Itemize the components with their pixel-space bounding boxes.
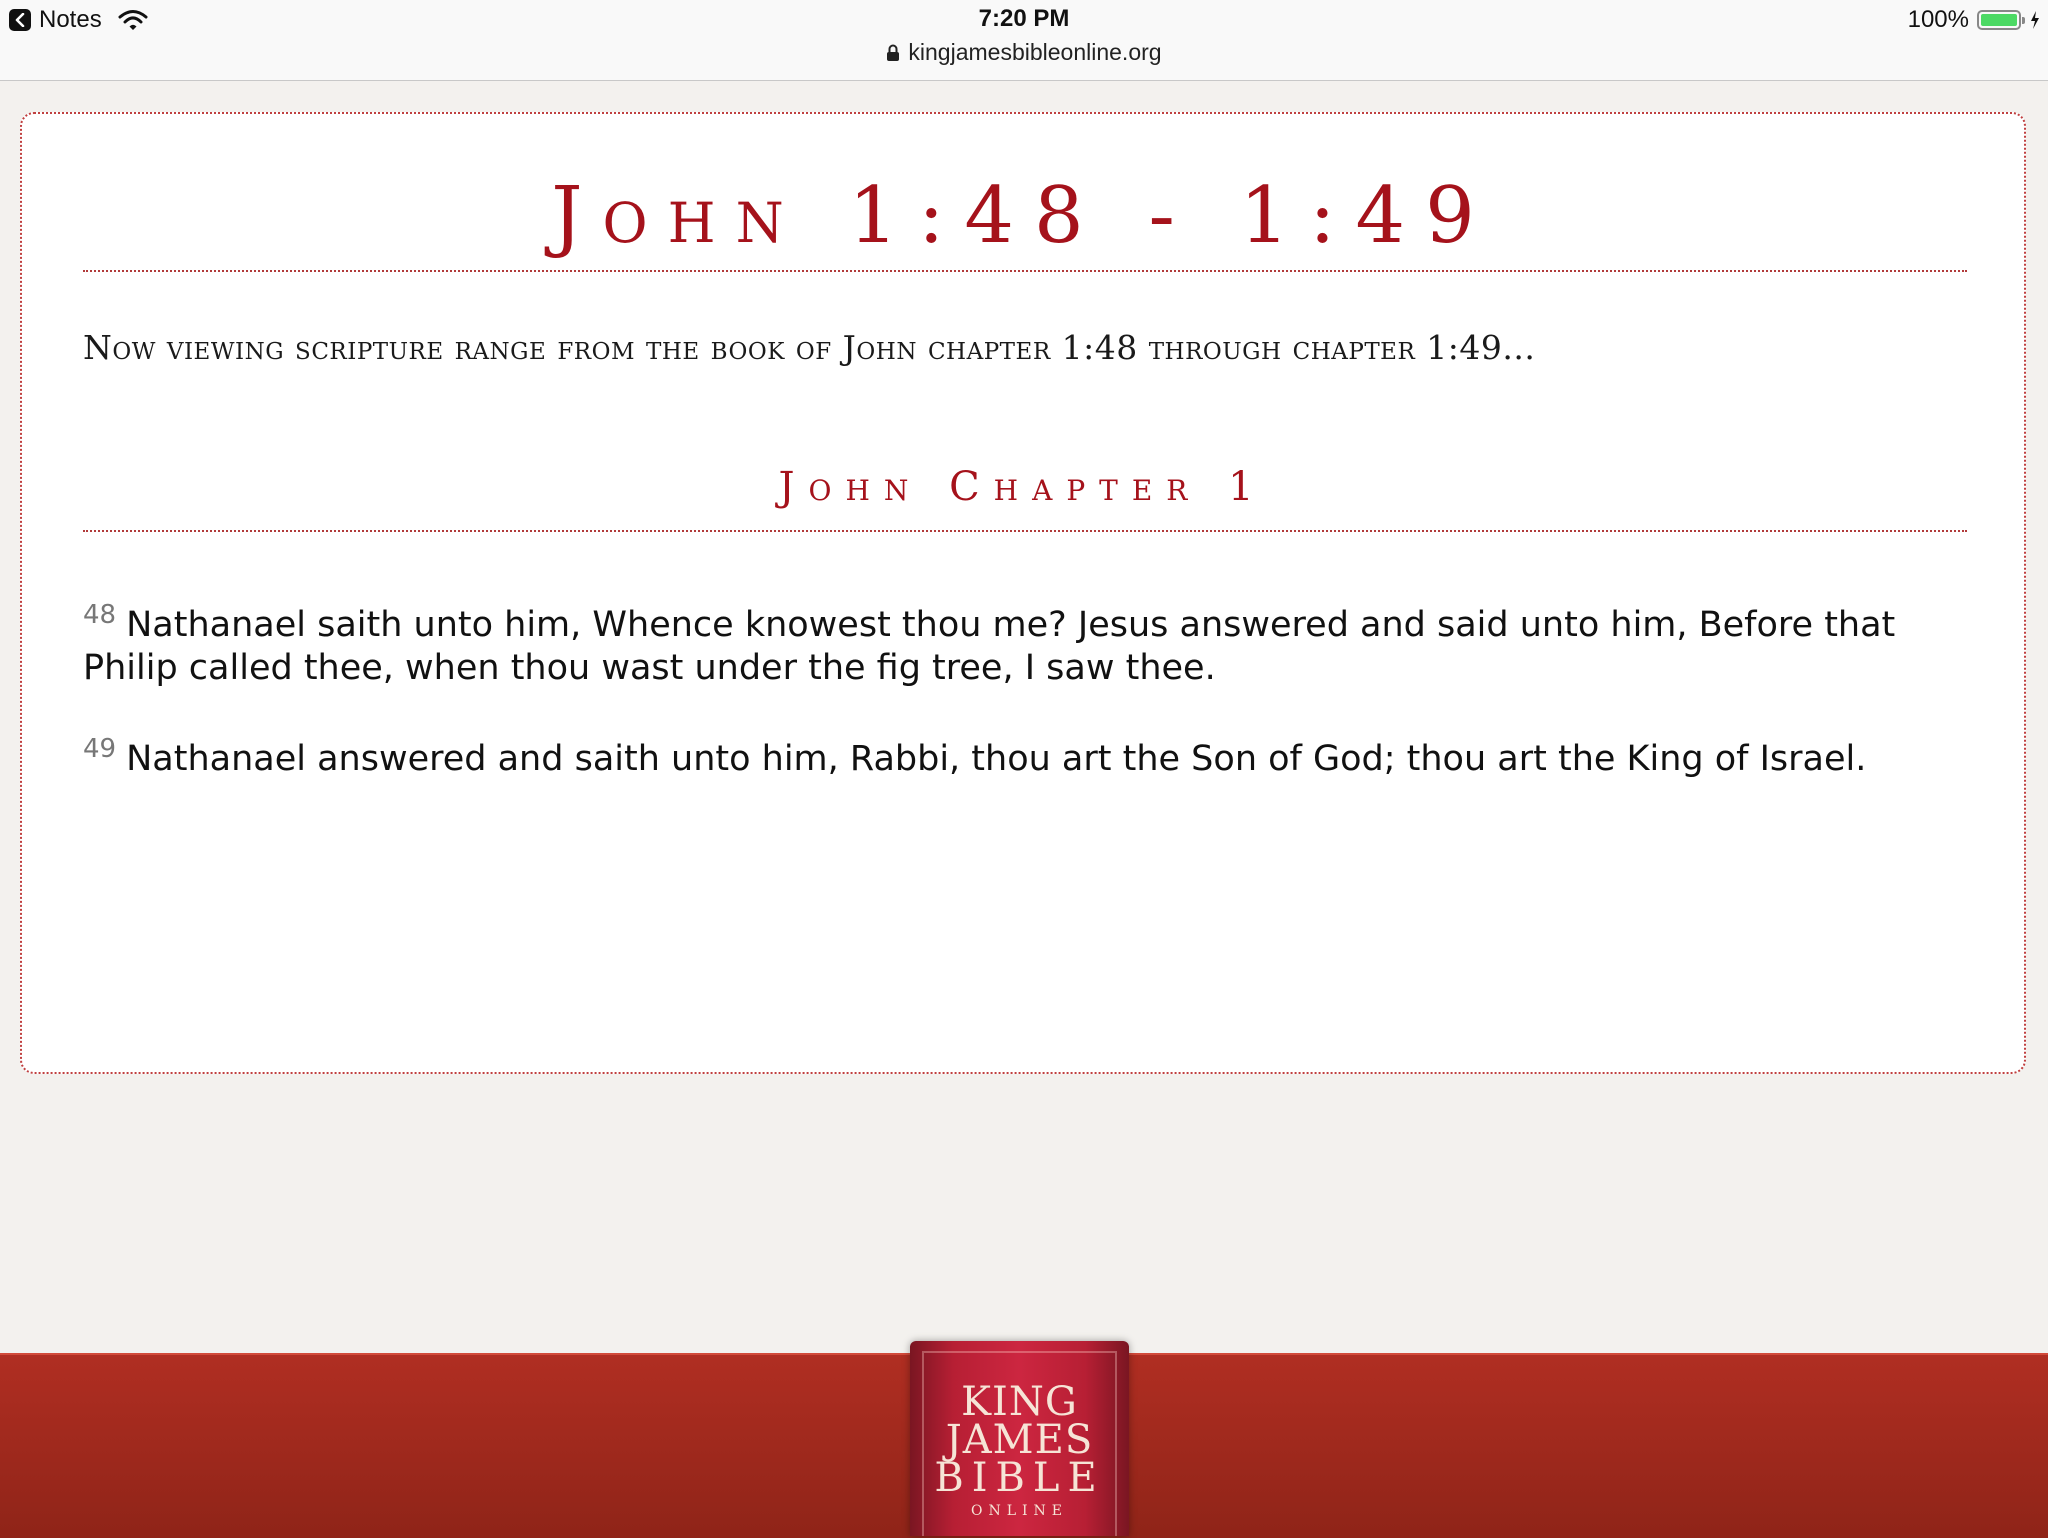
verse-text: Nathanael saith unto him, Whence knowest thou me? Jesus answered and said unto him, Before that Philip called thee, when thou wast under the fig tree, I saw thee. — [83, 605, 1896, 688]
logo-line-online: ONLINE — [970, 1503, 1069, 1519]
scripture-card — [20, 112, 2026, 1074]
battery-nub — [2022, 17, 2025, 24]
clock: 7:20 PM — [978, 5, 1070, 32]
back-app-label: Notes — [39, 6, 102, 33]
address-bar[interactable] — [0, 39, 2048, 66]
chapter-divider — [83, 530, 1967, 532]
page-title: John 1:48 - 1:49 — [551, 171, 1495, 261]
url-text: kingjamesbibleonline.org — [908, 39, 1162, 65]
battery-percent: 100% — [1907, 6, 1969, 33]
logo-frame — [922, 1351, 1117, 1536]
logo-line-james: JAMES — [945, 1417, 1094, 1463]
logo-line-king: KING — [961, 1379, 1078, 1425]
chapter-heading[interactable]: John Chapter 1 — [778, 464, 1268, 510]
charging-bolt-icon — [2030, 11, 2040, 29]
status-bar — [0, 0, 2048, 81]
verse-text: Nathanael answered and saith unto him, Rabbi, thou art the Son of God; thou art the King of Israel. — [126, 739, 1867, 779]
verse-number[interactable]: 49 — [83, 734, 117, 764]
battery-icon — [1977, 10, 2021, 30]
verse-item — [83, 728, 1967, 781]
battery-indicator — [1908, 6, 2040, 34]
site-logo[interactable] — [910, 1341, 1129, 1536]
lock-icon — [886, 44, 900, 62]
verse-number[interactable]: 48 — [83, 600, 117, 630]
title-divider — [83, 270, 1967, 272]
verse-item — [83, 594, 1967, 690]
logo-line-bible: BIBLE — [934, 1455, 1105, 1501]
range-description: Now viewing scripture range from the book of John chapter 1:48 through chapter 1:49... — [83, 328, 1536, 367]
battery-fill — [1981, 14, 2017, 26]
